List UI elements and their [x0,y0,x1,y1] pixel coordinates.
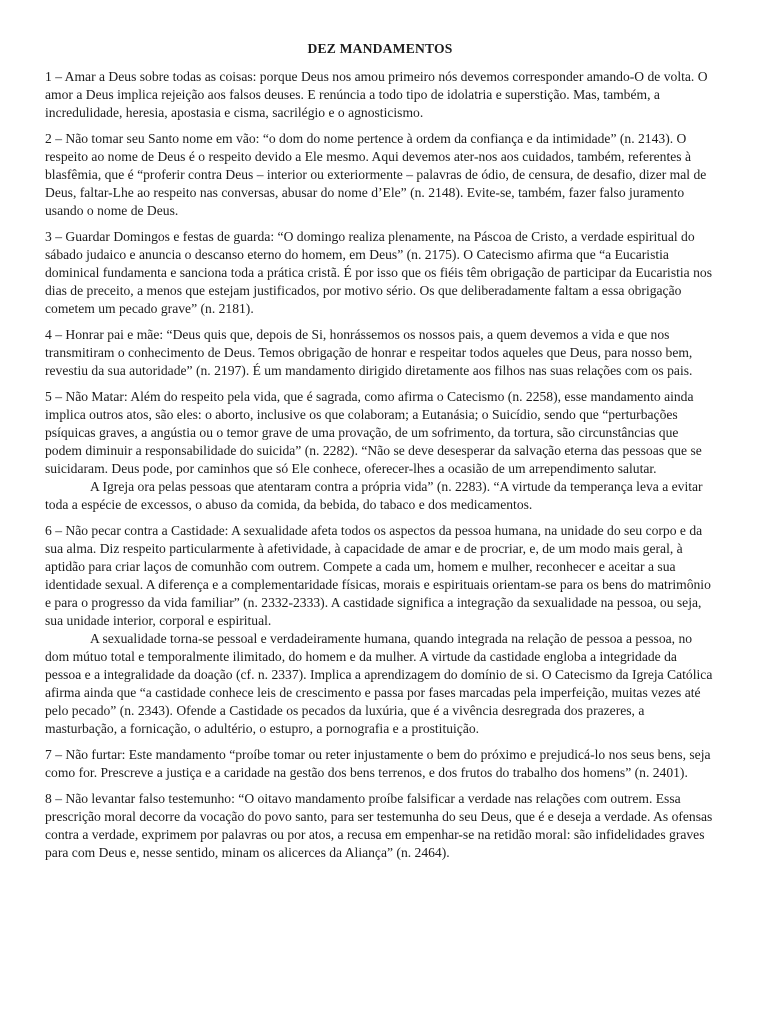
paragraph-text: 8 – Não levantar falso testemunho: “O oitavo mandamento proíbe falsificar a verdade nas relações com outrem. Essa prescrição moral decorre da vocação do povo santo, para ser testemunha do seu Deus, que é e deseja a verdade. As ofensas contra a verdade, exprimem por palavras ou por atos, a recusa em empenhar-se na retidão moral: são infidelidades graves para com Deus e, nesse sentido, minam os alicerces da Aliança” (n. 2464). [45,791,713,860]
commandment-1 [45,68,715,122]
paragraph-text: 6 – Não pecar contra a Castidade: A sexualidade afeta todos os aspectos da pessoa humana, na unidade do seu corpo e da sua alma. Diz respeito particularmente à afetividade, à capacidade de amar e de procriar, e, de um modo mais geral, à aptidão para criar laços de comunhão com outrem. Compete a cada um, homem e mulher, reconhecer e aceitar a sua identidade sexual. A diferença e a complementaridade físicas, morais e espirituais orientam-se para os bens do matrimônio e para o progresso da vida familiar” (n. 2332-2333). A castidade significa a integração da sexualidade na pessoa, ou seja, sua unidade interior, corporal e espiritual. [45,523,711,628]
commandment-6 [45,522,715,738]
paragraph-text: 5 – Não Matar: Além do respeito pela vida, que é sagrada, como afirma o Catecismo (n. 2258), esse mandamento ainda implica outros atos, são eles: o aborto, inclusive os que colaboram; a Eutanásia; o Suicídio, sendo que “perturbações psíquicas graves, a angústia ou o temor grave de uma provação, de um sofrimento, da tortura, são circunstâncias que podem diminuir a responsabilidade do suicida” (n. 2282). “Não se deve desesperar da salvação eterna das pessoas que se suicidaram. Deus pode, por caminhos que só Ele conhece, oferecer-lhes a ocasião de um arrependimento salutar. [45,389,702,476]
commandment-3 [45,228,715,318]
commandment-4 [45,326,715,380]
paragraph-text: 1 – Amar a Deus sobre todas as coisas: porque Deus nos amou primeiro nós devemos corresponder amando-O de volta. O amor a Deus implica rejeição aos falsos deuses. E renúncia a todo tipo de idolatria e superstição. Mas, também, a incredulidade, heresia, apostasia e cisma, sacrilégio e o agnosticismo. [45,69,708,120]
paragraph-text: 4 – Honrar pai e mãe: “Deus quis que, depois de Si, honrássemos os nossos pais, a quem devemos a vida e que nos transmitiram o conhecimento de Deus. Temos obrigação de honrar e respeitar todos aqueles que Deus, para nosso bem, revestiu da sua autoridade” (n. 2197). É um mandamento dirigido diretamente aos filhos nas suas relações com os pais. [45,327,693,378]
paragraph-text: 7 – Não furtar: Este mandamento “proíbe tomar ou reter injustamente o bem do próximo e prejudicá-lo nos seus bens, seja como for. Prescreve a justiça e a caridade na gestão dos bens terrenos, e dos frutos do trabalho dos homens” (n. 2401). [45,747,711,780]
paragraph-continuation: A sexualidade torna-se pessoal e verdadeiramente humana, quando integrada na relação de pessoa a pessoa, no dom mútuo total e temporalmente ilimitado, do homem e da mulher. A virtude da castidade engloba a integridade da pessoa e a integralidade da doação (cf. n. 2337). Implica a aprendizagem do domínio de si. O Catecismo da Igreja Católica afirma ainda que “a castidade conhece leis de crescimento e passa por fases marcadas pela imperfeição, muitas vezes até pelo pecado” (n. 2343). Ofende a Castidade os pecados da luxúria, que é a vivência desregrada dos prazeres, a masturbação, a fornicação, o adultério, o estupro, a pornografia e a prostituição. [45,631,713,736]
paragraph-text: 2 – Não tomar seu Santo nome em vão: “o dom do nome pertence à ordem da confiança e da intimidade” (n. 2143). O respeito ao nome de Deus é o respeito devido a Ele mesmo. Aqui devemos ater-nos aos cuidados, também, referentes à blasfêmia, que é “proferir contra Deus – interior ou exteriormente – palavras de ódio, de censura, de desafio, dizer mal de Deus, faltar-Lhe ao respeito nas conversas, abusar do nome d’Ele” (n. 2148). Evite-se, também, fazer falso juramento usando o nome de Deus. [45,131,707,218]
document-page [45,40,715,870]
commandment-7 [45,746,715,782]
commandment-2 [45,130,715,220]
paragraph-text: 3 – Guardar Domingos e festas de guarda: “O domingo realiza plenamente, na Páscoa de Cristo, a verdade espiritual do sábado judaico e anuncia o descanso eterno do homem, em Deus” (n. 2175). O Catecismo afirma que “a Eucaristia dominical fundamenta e sanciona toda a prática cristã. É por isso que os fiéis têm obrigação de participar da Eucaristia nos dias de preceito, a menos que estejam justificados, por motivo sério. Os que deliberadamente faltam a essa obrigação cometem um pecado grave” (n. 2181). [45,229,712,316]
commandment-5 [45,388,715,514]
document-title: DEZ MANDAMENTOS [307,41,453,56]
commandment-8 [45,790,715,862]
paragraph-continuation: A Igreja ora pelas pessoas que atentaram contra a própria vida” (n. 2283). “A virtude da temperança leva a evitar toda a espécie de excessos, o abuso da comida, da bebida, do tabaco e dos medicamentos. [45,479,703,512]
